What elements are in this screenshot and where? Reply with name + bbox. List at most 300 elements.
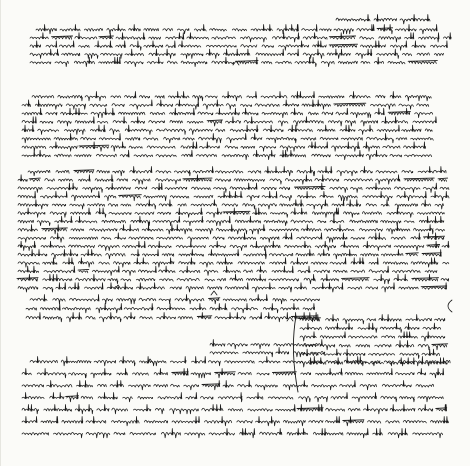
handwritten-word [291, 208, 307, 214]
handwritten-word [22, 150, 50, 157]
handwritten-word [46, 112, 57, 115]
handwritten-word [62, 53, 80, 56]
handwritten-word [265, 167, 293, 176]
handwritten-word [244, 270, 253, 273]
handwritten-word [336, 108, 348, 115]
handwritten-word [242, 108, 258, 115]
handwritten-word [191, 373, 211, 378]
handwritten-word [171, 384, 180, 387]
handwritten-word [327, 49, 350, 58]
strike-through [79, 145, 109, 146]
handwritten-word [114, 262, 131, 267]
handwritten-word [301, 225, 321, 232]
handwritten-word [396, 138, 407, 140]
handwritten-word [181, 61, 207, 67]
handwritten-word [259, 357, 280, 364]
handwritten-word [67, 313, 82, 322]
handwritten-word [388, 429, 407, 438]
handwritten-word [262, 45, 274, 48]
handwritten-word [369, 353, 395, 356]
handwritten-word [138, 266, 156, 273]
handwritten-word [218, 393, 242, 402]
handwritten-word [343, 279, 369, 282]
handwritten-word [52, 204, 66, 206]
handwritten-word [86, 417, 106, 424]
handwritten-word [170, 120, 182, 123]
handwritten-word [46, 41, 57, 47]
handwritten-word [330, 216, 344, 223]
handwritten-word [215, 313, 245, 320]
handwritten-word [160, 279, 174, 281]
handwritten-word [333, 270, 347, 272]
handwritten-word [363, 405, 387, 414]
handwritten-word [227, 134, 247, 143]
handwritten-word [144, 420, 167, 423]
handwritten-word [240, 429, 255, 438]
handwritten-word [390, 405, 415, 412]
handwritten-word [181, 53, 203, 58]
handwritten-word [301, 373, 311, 375]
handwritten-word [387, 208, 413, 217]
handwritten-word [178, 317, 193, 320]
handwritten-word [297, 233, 322, 240]
handwritten-word [147, 57, 163, 64]
handwritten-word [210, 340, 225, 347]
handwritten-word [140, 316, 153, 319]
handwritten-word [300, 323, 322, 330]
handwritten-word [111, 417, 139, 426]
handwritten-word [246, 274, 265, 281]
handwritten-word [210, 298, 219, 303]
handwritten-word [418, 344, 429, 349]
handwritten-word [351, 270, 365, 273]
handwritten-word [199, 134, 222, 143]
handwritten-word [288, 125, 312, 132]
handwritten-word [235, 216, 261, 223]
handwritten-word [98, 393, 117, 400]
handwritten-word [110, 129, 120, 135]
handwritten-word [18, 191, 36, 198]
handwritten-word [378, 25, 392, 34]
handwritten-word [291, 92, 314, 99]
handwritten-word [204, 417, 231, 426]
handwritten-word [217, 258, 232, 265]
handwritten-word [232, 304, 258, 313]
handwritten-word [76, 274, 106, 281]
handwritten-word [406, 315, 432, 322]
handwritten-word [129, 385, 151, 390]
strike-through [237, 61, 258, 62]
handwritten-word [133, 373, 149, 376]
handwritten-word [152, 183, 162, 190]
handwritten-word [225, 361, 255, 364]
handwritten-word [269, 253, 292, 256]
handwritten-word [122, 270, 135, 275]
handwritten-word [207, 287, 221, 290]
handwritten-word [208, 250, 238, 257]
strike-through [329, 44, 357, 45]
handwritten-word [111, 142, 126, 151]
handwritten-word [367, 134, 394, 143]
handwritten-word [193, 167, 213, 174]
handwritten-word [63, 258, 74, 265]
handwritten-word [78, 258, 93, 267]
handwritten-word [165, 187, 187, 190]
handwritten-word [225, 283, 248, 290]
handwritten-word [58, 179, 72, 181]
handwritten-word [198, 112, 213, 115]
handwritten-word [417, 53, 429, 56]
handwritten-word [441, 278, 449, 281]
handwritten-word [253, 208, 267, 215]
strike-through [172, 372, 188, 373]
handwritten-word [325, 323, 352, 330]
handwritten-word [47, 381, 72, 388]
handwritten-word [18, 237, 46, 242]
handwritten-word [409, 61, 436, 63]
handwritten-word [361, 253, 379, 256]
handwritten-word [274, 343, 300, 346]
handwritten-word [435, 318, 445, 321]
handwritten-word [99, 313, 121, 322]
handwritten-word [392, 270, 420, 273]
handwritten-word [241, 45, 257, 48]
handwritten-word [183, 138, 194, 140]
handwritten-word [91, 369, 111, 378]
handwritten-word [166, 33, 184, 40]
handwritten-word [276, 405, 296, 412]
handwritten-word [288, 49, 299, 56]
handwritten-word [367, 319, 376, 321]
handwritten-word [314, 270, 329, 273]
handwritten-word [157, 304, 185, 311]
handwritten-word [159, 266, 175, 273]
handwritten-word [154, 369, 168, 376]
handwritten-word [395, 204, 418, 209]
handwritten-word [132, 179, 150, 184]
handwritten-word [309, 420, 323, 423]
handwritten-word [270, 258, 286, 265]
handwritten-word [40, 191, 67, 198]
handwritten-word [351, 258, 364, 264]
handwritten-word [22, 432, 49, 435]
handwritten-word [96, 208, 106, 217]
handwritten-word [97, 405, 109, 412]
handwritten-word [391, 237, 405, 240]
handwritten-word [360, 384, 376, 389]
handwritten-word [380, 323, 401, 332]
handwritten-word [54, 154, 71, 157]
handwritten-word [258, 204, 276, 209]
handwritten-word [18, 262, 39, 267]
handwritten-word [139, 298, 156, 301]
handwritten-word [326, 315, 339, 322]
strike-through [99, 36, 114, 37]
handwritten-word [75, 154, 92, 156]
handwritten-word [179, 250, 204, 257]
handwritten-word [172, 417, 200, 424]
handwritten-word [390, 41, 407, 50]
handwritten-word [411, 233, 420, 240]
handwritten-word [223, 299, 246, 301]
handwritten-word [192, 187, 211, 190]
strike-through [422, 253, 441, 254]
handwritten-word [56, 283, 66, 290]
handwritten-word [303, 304, 315, 311]
handwritten-word [363, 142, 379, 151]
handwritten-word [168, 92, 189, 99]
handwritten-word [369, 266, 389, 273]
handwritten-word [216, 108, 240, 115]
handwritten-word [416, 384, 434, 387]
handwritten-word [176, 208, 202, 217]
handwritten-word [22, 125, 34, 132]
handwritten-word [341, 137, 362, 140]
handwritten-word [133, 405, 150, 412]
handwritten-word [347, 200, 361, 207]
handwritten-word [181, 142, 197, 149]
handwritten-word [40, 121, 53, 123]
handwritten-word [176, 241, 205, 248]
handwritten-word [394, 187, 420, 193]
handwritten-word [344, 357, 366, 366]
handwritten-word [230, 183, 257, 190]
handwritten-word [278, 121, 288, 126]
strike-through [423, 236, 444, 237]
handwritten-word [359, 229, 382, 232]
handwritten-word [144, 29, 159, 31]
handwritten-word [99, 134, 120, 141]
handwritten-word [382, 381, 411, 388]
handwritten-word [322, 112, 333, 115]
handwritten-word [136, 278, 155, 281]
handwritten-word [360, 37, 374, 40]
handwritten-word [120, 357, 136, 366]
handwritten-word [37, 221, 50, 226]
handwritten-word [44, 405, 72, 412]
handwritten-word [351, 112, 371, 117]
handwritten-word [166, 41, 176, 48]
handwritten-word [405, 95, 431, 100]
handwritten-word [370, 104, 395, 109]
handwritten-word [174, 170, 190, 175]
handwritten-word [78, 175, 90, 182]
handwritten-word [419, 33, 440, 42]
strike-through [74, 170, 94, 171]
handwritten-word [413, 117, 437, 124]
handwritten-word [154, 384, 168, 387]
handwritten-word [330, 187, 348, 192]
handwritten-word [53, 37, 72, 40]
handwritten-word [340, 381, 356, 388]
handwritten-word [276, 61, 292, 64]
handwritten-word [250, 241, 280, 250]
handwritten-word [18, 266, 39, 273]
handwritten-word [425, 270, 437, 273]
handwritten-word [170, 287, 181, 290]
handwritten-word [421, 200, 430, 207]
handwritten-word [53, 433, 82, 438]
handwritten-word [72, 191, 100, 200]
handwritten-word [22, 384, 44, 387]
handwritten-word [113, 117, 127, 123]
handwritten-word [361, 61, 370, 63]
handwritten-word [116, 33, 145, 40]
handwritten-word [189, 129, 212, 135]
handwritten-word [272, 266, 293, 273]
strike-through [78, 269, 89, 270]
handwritten-word [54, 134, 77, 141]
handwritten-word [261, 187, 276, 189]
strike-through [412, 278, 439, 279]
handwritten-word [269, 229, 298, 232]
handwritten-word [35, 100, 62, 109]
handwritten-word [97, 384, 106, 386]
handwritten-word [136, 283, 164, 290]
handwritten-word [81, 137, 96, 140]
handwritten-word [111, 96, 121, 98]
handwritten-word [395, 25, 416, 32]
handwritten-word [200, 262, 214, 267]
handwritten-word [319, 96, 344, 99]
handwritten-word [344, 417, 364, 426]
handwritten-word [155, 408, 164, 413]
handwritten-word [230, 274, 243, 280]
handwritten-word [156, 129, 185, 135]
handwritten-word [44, 266, 75, 273]
handwritten-word [259, 146, 275, 151]
handwritten-word [315, 175, 339, 182]
handwritten-word [291, 220, 313, 223]
handwritten-word [381, 336, 394, 339]
handwritten-word [319, 29, 331, 31]
handwritten-word [414, 225, 434, 234]
handwritten-word [53, 298, 65, 303]
strike-through [342, 278, 370, 279]
handwritten-word [30, 41, 41, 48]
handwritten-word [99, 57, 121, 63]
handwritten-word [279, 287, 292, 292]
handwritten-word [22, 393, 44, 399]
handwritten-word [268, 397, 293, 399]
handwritten-word [293, 117, 323, 126]
handwritten-word [130, 167, 152, 174]
handwritten-word [164, 137, 180, 142]
strike-through [438, 178, 448, 179]
handwritten-word [139, 95, 149, 98]
handwritten-word [302, 100, 331, 109]
strike-through [343, 420, 364, 421]
handwritten-word [297, 167, 315, 176]
handwritten-word [203, 100, 223, 109]
handwritten-word [194, 25, 206, 32]
handwritten-word [232, 29, 246, 31]
handwritten-word [312, 283, 343, 292]
handwritten-word [75, 33, 97, 40]
handwritten-word [70, 204, 84, 209]
handwritten-word [147, 146, 175, 149]
handwritten-word [69, 237, 97, 240]
handwritten-word [30, 295, 47, 302]
handwritten-word [431, 191, 449, 200]
strike-through [294, 186, 325, 187]
handwritten-word [102, 237, 111, 239]
handwritten-word [283, 100, 299, 107]
handwritten-word [187, 33, 209, 40]
handwritten-word [280, 200, 304, 207]
handwritten-word [196, 154, 216, 157]
handwritten-word [348, 287, 362, 290]
margin-mark [448, 300, 452, 312]
handwritten-word [18, 208, 45, 217]
handwritten-word [51, 233, 64, 242]
handwritten-word [417, 369, 425, 375]
handwritten-word [22, 405, 38, 414]
handwritten-word [43, 316, 62, 321]
handwritten-word [250, 313, 262, 320]
handwritten-word [356, 49, 372, 58]
handwritten-word [47, 183, 77, 190]
handwritten-word [270, 212, 287, 217]
handwritten-word [320, 191, 333, 197]
handwritten-word [60, 25, 80, 32]
handwritten-word [178, 204, 186, 207]
handwritten-word [253, 150, 275, 159]
handwritten-word [170, 409, 199, 414]
handwritten-word [303, 49, 324, 58]
handwritten-word [386, 421, 400, 423]
handwritten-word [153, 216, 180, 225]
handwritten-word [343, 349, 365, 356]
handwritten-word [251, 134, 262, 141]
handwritten-word [351, 237, 364, 239]
handwritten-word [156, 237, 182, 239]
handwritten-word [390, 92, 401, 99]
handwritten-word [339, 344, 350, 347]
handwritten-word [159, 299, 170, 304]
handwritten-word [122, 283, 133, 290]
handwritten-word [431, 417, 449, 424]
handwritten-word [277, 25, 298, 34]
handwritten-word [50, 393, 64, 399]
handwritten-word [366, 204, 376, 207]
strike-through [432, 344, 448, 345]
handwritten-word [186, 393, 197, 400]
handwritten-word [418, 396, 443, 401]
handwritten-word [399, 357, 423, 366]
handwritten-word [85, 53, 98, 58]
handwritten-word [338, 195, 357, 201]
handwritten-word [423, 323, 441, 330]
handwritten-word [158, 212, 171, 214]
strike-through [404, 178, 434, 179]
strike-through [427, 245, 440, 246]
insertion-caret [211, 291, 217, 295]
handwritten-word [377, 49, 399, 58]
handwritten-word [210, 352, 238, 355]
handwritten-word [71, 229, 84, 232]
handwritten-word [332, 200, 344, 207]
handwritten-word [257, 373, 269, 375]
handwritten-word [205, 279, 214, 281]
handwritten-word [439, 179, 447, 181]
handwritten-word [18, 225, 37, 232]
handwritten-word [413, 433, 443, 438]
handwritten-word [22, 417, 37, 423]
handwritten-word [273, 298, 287, 303]
handwritten-word [234, 179, 264, 182]
handwritten-word [108, 278, 118, 283]
